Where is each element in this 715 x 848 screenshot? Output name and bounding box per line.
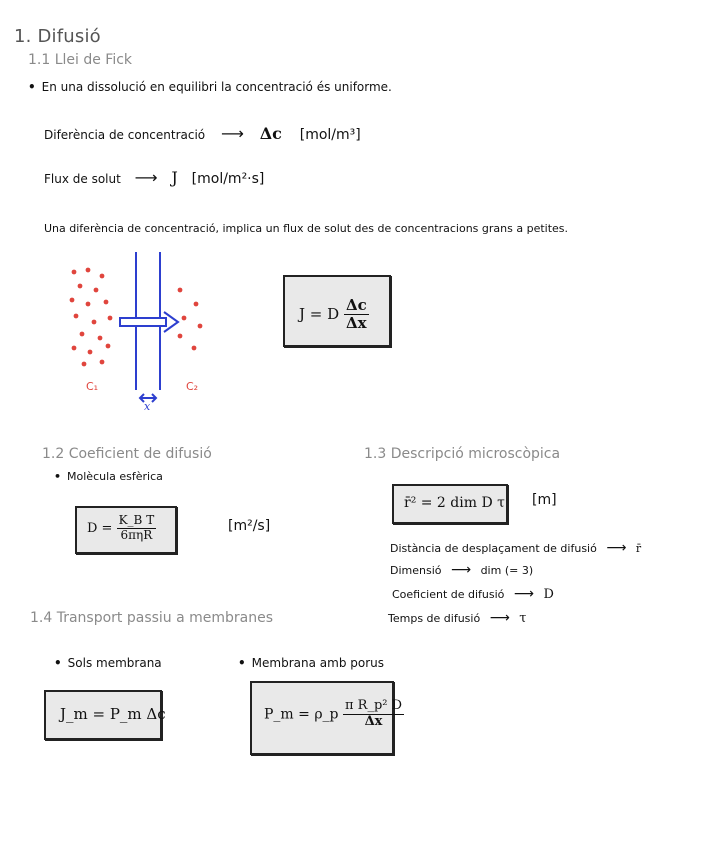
fick-lhs: J = D xyxy=(299,304,340,323)
stokes-einstein-equation xyxy=(87,514,156,543)
sentence-flux-direction: Una diferència de concentració, implica un flux de solut des de concentracions grans a petites. xyxy=(44,222,569,235)
def-label: Temps de difusió xyxy=(388,612,481,625)
permeability-equation xyxy=(264,699,404,730)
concentration-difference-label: Diferència de concentració xyxy=(44,128,206,142)
msd-units: [m] xyxy=(532,492,557,508)
fick-law-equation xyxy=(299,297,369,333)
stokes-denominator: 6πηR xyxy=(120,527,153,542)
bullet-equilibrium-text: En una dissolució en equilibri la concentració és uniforme. xyxy=(41,80,392,94)
permeability-numerator: π R_p² D xyxy=(344,698,403,713)
right-concentration-dots xyxy=(178,288,203,351)
bullet-icon: • xyxy=(54,656,62,670)
c1-label: C₁ xyxy=(86,380,99,393)
def-row-dimension xyxy=(390,562,533,578)
diffusion-coefficient-units: [m²/s] xyxy=(228,518,271,534)
arrow-icon: ⟶ xyxy=(220,124,244,143)
delta-c-symbol: Δc xyxy=(259,124,282,143)
permeability-fraction xyxy=(343,699,404,730)
bullet-icon: • xyxy=(54,470,62,483)
def-symbol: r̄ xyxy=(635,542,642,555)
c2-label: C₂ xyxy=(186,380,199,393)
arrow-icon: ⟶ xyxy=(489,610,510,626)
solute-flux-label: Flux de solut xyxy=(44,172,121,186)
arrow-icon: ⟶ xyxy=(606,540,627,556)
section-1-1-title: 1.1 Llei de Fick xyxy=(28,52,133,68)
section-1-4-title: 1.4 Transport passiu a membranes xyxy=(30,610,274,626)
delta-c-units: [mol/m³] xyxy=(299,127,361,143)
permeability-box xyxy=(250,681,403,755)
def-row-displacement xyxy=(390,540,641,556)
arrow-icon: ⟶ xyxy=(451,562,472,578)
membrane-only-text: Sols membrana xyxy=(67,656,162,670)
j-units: [mol/m²·s] xyxy=(191,171,265,187)
diffusion-coefficient-box xyxy=(75,506,177,554)
membrane-flux-box xyxy=(44,690,166,740)
j-symbol: J xyxy=(171,168,178,187)
dx-label: x xyxy=(144,400,151,412)
bullet-equilibrium xyxy=(28,80,392,94)
bullet-icon: • xyxy=(28,80,36,94)
membrane-flux-equation: J_m = P_m Δc xyxy=(60,705,166,723)
def-row-time xyxy=(388,610,526,626)
msd-box xyxy=(392,484,508,524)
permeability-lhs: P_m = ρ_p xyxy=(264,706,339,723)
def-row-coefficient xyxy=(392,586,554,602)
membrane-pores-text: Membrana amb porus xyxy=(251,656,384,670)
def-symbol: dim (= 3) xyxy=(480,564,534,577)
arrow-icon: ⟶ xyxy=(134,168,158,187)
spherical-molecule-text: Molècula esfèrica xyxy=(67,470,163,483)
section-1-3-title: 1.3 Descripció microscòpica xyxy=(364,446,561,462)
def-symbol: τ xyxy=(519,611,527,626)
left-concentration-dots xyxy=(70,268,113,367)
def-label: Coeficient de difusió xyxy=(392,588,505,601)
section-1-2-title: 1.2 Coeficient de difusió xyxy=(42,446,212,462)
def-label: Distància de desplaçament de difusió xyxy=(390,542,597,555)
fick-law-box xyxy=(283,275,391,347)
permeability-denominator: Δx xyxy=(364,713,383,729)
msd-equation: r̄² = 2 dim D τ xyxy=(404,495,505,511)
def-symbol: D xyxy=(543,587,554,602)
row-solute-flux xyxy=(44,168,264,187)
section-1-title: 1. Difusió xyxy=(14,26,101,47)
bullet-membrane-pores xyxy=(238,656,384,670)
fick-denominator: Δx xyxy=(346,314,367,333)
bullet-membrane-only xyxy=(54,656,162,670)
stokes-fraction xyxy=(117,514,157,543)
stokes-numerator: K_B T xyxy=(118,513,155,527)
bullet-icon: • xyxy=(238,656,246,670)
def-label: Dimensió xyxy=(390,564,442,577)
fick-numerator: Δc xyxy=(345,296,367,314)
row-concentration-difference xyxy=(44,124,361,143)
diffusion-diagram xyxy=(60,252,220,412)
fick-fraction xyxy=(344,297,369,333)
bullet-spherical-molecule xyxy=(54,470,163,483)
d-lhs: D = xyxy=(87,520,113,536)
membrane xyxy=(120,252,178,402)
arrow-icon: ⟶ xyxy=(513,586,534,602)
